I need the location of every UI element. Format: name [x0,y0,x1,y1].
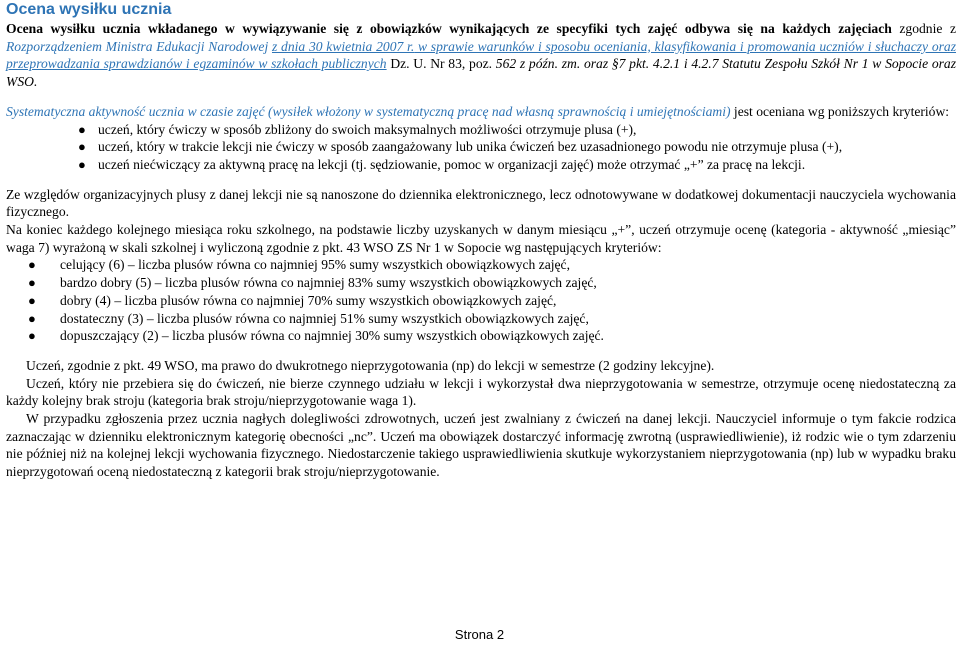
health-paragraph: W przypadku zgłoszenia przez ucznia nagłych dolegliwości zdrowotnych, uczeń jest zwalniany z ćwiczeń na danej lekcji. Nauczyciel informuje o tym fakcie rodzica zaznaczając w dzienniku elektronicznym kategorię obecności „nc”. Uczeń ma obowiązek dostarczyć informację zwrotną (usprawiedliwienie), iż rodzic wie o tym zdarzeniu nie później niż na kolejnej lekcji wychowania fizycznego. Niedostarczenie takiego usprawiedliwienia skutkuje wykorzystaniem nieprzygotowania (np) lub w wypadku braku nieprzygotowań oceną niedostateczną z kategorii brak stroju/nieprzygotowanie. [6,411,956,480]
list-item-text: dobry (4) – liczba plusów równa co najmniej 70% sumy wszystkich obowiązkowych zajęć, [60,292,557,308]
bullet-icon: ● [28,292,36,308]
no-outfit-paragraph: Uczeń, który nie przebiera się do ćwiczeń, nie bierze czynnego udziału w lekcji i wykorzystał dwa nieprzygotowania w semestrze, otrzymuje ocenę niedostateczną za każdy kolejny brak stroju (kategoria brak stroju/nieprzygotowanie waga 1). [6,375,956,409]
bullet-icon: ● [28,275,36,291]
intro-text: zgodnie z [891,21,956,36]
spacer [6,91,956,103]
statute-reference: 562 z późn. zm. oraz §7 pkt. 4.2.1 i 4.2.7 Statutu Zespołu Szkół Nr 1 w Sopocie oraz WSO. [6,56,957,90]
list-item [6,327,956,345]
unprepared-paragraph: Uczeń, zgodnie z pkt. 49 WSO, ma prawo do dwukrotnego nieprzygotowania (np) do lekcji w semestrze (2 godziny lekcyjne). [26,357,715,373]
page-number: Strona 2 [454,627,505,642]
bullet-icon: ● [78,139,86,155]
list-item [6,274,956,292]
systematic-activity-text: jest oceniana wg poniższych kryteriów: [730,103,950,119]
list-item [6,310,956,328]
list-item-text: uczeń, który ćwiczy w sposób zbliżony do swoich maksymalnych możliwości otrzymuje plusa (+), [98,121,637,137]
regulation-title-link[interactable]: w sprawie warunków i sposobu oceniania, klasyfikowania i promowania uczniów i słuchaczy oraz przeprowadzania sprawdzianów i egzaminów w szkołach publicznych [6,38,956,72]
page-title: Ocena wysiłku ucznia [6,1,172,18]
systematic-activity-highlight: Systematyczna aktywność ucznia w czasie zajęć (wysiłek włożony w systematyczną pracę nad własną sprawnością i umiejętnościami) [6,103,731,119]
systematic-activity-paragraph [6,103,956,121]
journal-reference: Dz. U. Nr 83, poz. [386,56,496,72]
intro-lead: Ocena wysiłku ucznia wkładanego w wywiązywanie się z obowiązków wynikających ze specyfiki tych zajęć odbywa się na każdych zajęciach [6,21,892,36]
intro-paragraph [6,20,956,91]
regulation-reference: Rozporządzeniem Ministra Edukacji Narodowej [6,38,272,54]
organizational-paragraph: Ze względów organizacyjnych plusy z danej lekcji nie są nanoszone do dziennika elektronicznego, lecz odnotowywane w dodatkowej dokumentacji nauczyciela wychowania fizycznego. [6,186,956,220]
document-page [6,0,956,481]
bullet-icon: ● [28,328,36,344]
bullet-icon: ● [78,121,86,137]
regulation-date-link[interactable]: z dnia 30 kwietnia 2007 r. [271,38,415,54]
list-item-text: bardzo dobry (5) – liczba plusów równa co najmniej 83% sumy wszystkich obowiązkowych zajęć, [60,275,597,291]
bullet-icon: ● [78,156,86,172]
bullet-icon: ● [28,257,36,273]
list-item [6,156,956,174]
monthly-grade-paragraph: Na koniec każdego kolejnego miesiąca roku szkolnego, na podstawie liczby uzyskanych w danym miesiącu „+”, uczeń otrzymuje ocenę (kategoria - aktywność „miesiąc” waga 7) wyrażoną w skali szkolnej i wyliczoną zgodnie z pkt. 43 WSO ZS Nr 1 w Sopocie wg następujących kryteriów: [6,222,956,255]
list-item-text: uczeń, który w trakcie lekcji nie ćwiczy w sposób zaangażowany lub unika ćwiczeń bez uzasadnionego powodu nie otrzymuje plusa (+), [98,139,843,155]
grades-list [6,256,956,345]
list-item-text: celujący (6) – liczba plusów równa co najmniej 95% sumy wszystkich obowiązkowych zajęć, [60,257,570,273]
criteria-list [6,121,956,174]
list-item [6,121,956,139]
list-item [6,292,956,310]
spacer [6,345,956,357]
list-item-text: dopuszczający (2) – liczba plusów równa co najmniej 30% sumy wszystkich obowiązkowych zajęć. [60,328,604,344]
list-item [6,138,956,156]
list-item-text: uczeń niećwiczący za aktywną pracę na lekcji (tj. sędziowanie, pomoc w organizacji zajęć) może otrzymać „+” za pracę na lekcji. [98,156,806,172]
list-item-text: dostateczny (3) – liczba plusów równa co najmniej 51% sumy wszystkich obowiązkowych zajęć, [60,310,589,326]
bullet-icon: ● [28,310,36,326]
list-item [6,256,956,274]
spacer [6,174,956,186]
